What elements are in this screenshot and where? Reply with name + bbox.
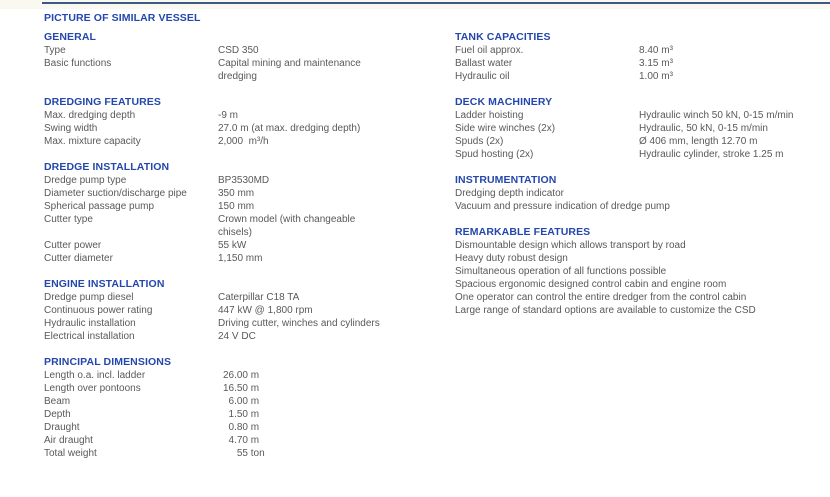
section-heading: GENERAL xyxy=(44,31,97,43)
spec-row xyxy=(44,369,390,382)
spec-label: Type xyxy=(44,45,66,56)
page-title: PICTURE OF SIMILAR VESSEL xyxy=(44,12,201,24)
spec-value: 24 V DC xyxy=(218,331,256,342)
spec-row xyxy=(44,291,390,304)
spec-label: Spud hosting (2x) xyxy=(455,149,534,160)
spec-section xyxy=(44,356,390,460)
spec-value: Hydraulic winch 50 kN, 0-15 m/min xyxy=(639,110,794,121)
spec-row xyxy=(44,239,390,252)
spec-right-column xyxy=(455,31,830,330)
spec-label: Dredge pump diesel xyxy=(44,292,134,303)
feature-line: Large range of standard options are available to customize the CSD xyxy=(455,305,756,316)
spec-section xyxy=(455,31,830,83)
spec-label: Fuel oil approx. xyxy=(455,45,524,56)
spec-label: Cutter power xyxy=(44,240,102,251)
spec-row xyxy=(44,109,390,122)
section-heading: DREDGING FEATURES xyxy=(44,96,162,108)
spec-value: 447 kW @ 1,800 rpm xyxy=(218,305,313,316)
spec-value xyxy=(218,434,384,447)
dimension-unit: m xyxy=(248,422,260,433)
spec-value: 150 mm xyxy=(218,201,255,212)
spec-label: Ballast water xyxy=(455,58,513,69)
spec-value: 8.40 m³ xyxy=(639,45,673,56)
spec-row xyxy=(455,148,830,161)
spec-label: Max. mixture capacity xyxy=(44,136,141,147)
spec-section xyxy=(455,96,830,161)
section-heading: PRINCIPAL DIMENSIONS xyxy=(44,356,172,368)
section-heading: INSTRUMENTATION xyxy=(455,174,557,186)
spec-row xyxy=(44,330,390,343)
dimension-number: 4.70 xyxy=(228,435,248,446)
section-heading: DECK MACHINERY xyxy=(455,96,553,108)
feature-line: Heavy duty robust design xyxy=(455,253,568,264)
spec-label: Swing width xyxy=(44,123,98,134)
spec-label: Air draught xyxy=(44,435,93,446)
dimension-number: 1.50 xyxy=(228,409,248,420)
feature-line: Dismountable design which allows transport by road xyxy=(455,240,686,251)
spec-value xyxy=(218,395,384,408)
spec-value: 350 mm xyxy=(218,188,255,199)
dimension-unit: m xyxy=(248,370,260,381)
section-heading: REMARKABLE FEATURES xyxy=(455,226,591,238)
spec-row xyxy=(44,44,390,57)
spec-label: Diameter suction/discharge pipe xyxy=(44,188,187,199)
spec-row xyxy=(455,109,830,122)
section-heading: DREDGE INSTALLATION xyxy=(44,161,170,173)
spec-row xyxy=(44,317,390,330)
feature-line: Spacious ergonomic designed control cabin and engine room xyxy=(455,279,727,290)
spec-row xyxy=(44,135,390,148)
spec-section xyxy=(44,278,390,343)
spec-label: Electrical installation xyxy=(44,331,135,342)
spec-value: 1.00 m³ xyxy=(639,71,673,82)
spec-section xyxy=(44,31,390,83)
spec-left-column xyxy=(44,31,390,473)
spec-label: Max. dredging depth xyxy=(44,110,136,121)
spec-label: Ladder hoisting xyxy=(455,110,524,121)
spec-value: Caterpillar C18 TA xyxy=(218,292,300,303)
spec-label: Hydraulic oil xyxy=(455,71,510,82)
spec-value: Driving cutter, winches and cylinders xyxy=(218,318,380,329)
spec-row xyxy=(44,187,390,200)
spec-row xyxy=(44,122,390,135)
spec-value: Hydraulic cylinder, stroke 1.25 m xyxy=(639,149,784,160)
spec-label: Length over pontoons xyxy=(44,383,141,394)
spec-row xyxy=(44,434,390,447)
spec-value xyxy=(218,408,384,421)
spec-value: Hydraulic, 50 kN, 0-15 m/min xyxy=(639,123,768,134)
feature-line: Simultaneous operation of all functions possible xyxy=(455,266,667,277)
spec-label: Dredge pump type xyxy=(44,175,127,186)
spec-label: Depth xyxy=(44,409,71,420)
dimension-unit: ton xyxy=(248,448,265,459)
dimension-number: 55 xyxy=(236,448,248,459)
spec-row xyxy=(44,174,390,187)
spec-row xyxy=(44,200,390,213)
spec-label: Cutter type xyxy=(44,214,93,225)
spec-label: Continuous power rating xyxy=(44,305,153,316)
spec-label: Hydraulic installation xyxy=(44,318,136,329)
feature-line: One operator can control the entire dredger from the control cabin xyxy=(455,292,747,303)
dimension-unit: m xyxy=(248,409,260,420)
dimension-number: 0.80 xyxy=(228,422,248,433)
spec-value: 1,150 mm xyxy=(218,253,263,264)
spec-value: -9 m xyxy=(218,110,238,121)
spec-label: Length o.a. incl. ladder xyxy=(44,370,146,381)
dimension-number: 6.00 xyxy=(228,396,248,407)
spec-label: Spuds (2x) xyxy=(455,136,504,147)
spec-row xyxy=(455,135,830,148)
dimension-unit: m xyxy=(248,435,260,446)
spec-row xyxy=(44,408,390,421)
spec-label: Spherical passage pump xyxy=(44,201,155,212)
dimension-number: 16.50 xyxy=(222,383,248,394)
spec-row xyxy=(44,304,390,317)
section-heading: ENGINE INSTALLATION xyxy=(44,278,165,290)
spec-label: Side wire winches (2x) xyxy=(455,123,556,134)
spec-row xyxy=(44,447,390,460)
spec-value: Crown model (with changeable chisels) xyxy=(218,214,359,238)
top-rule-divider xyxy=(42,2,830,4)
spec-value: CSD 350 xyxy=(218,45,259,56)
spec-value: 2,000 m³/h xyxy=(218,136,269,147)
spec-row xyxy=(455,122,830,135)
dimension-unit: m xyxy=(248,383,260,394)
dimension-number: 26.00 xyxy=(222,370,248,381)
feature-line: Dredging depth indicator xyxy=(455,188,564,199)
spec-label: Draught xyxy=(44,422,80,433)
spec-label: Cutter diameter xyxy=(44,253,113,264)
spec-section xyxy=(455,226,830,317)
spec-value: BP3530MD xyxy=(218,175,270,186)
spec-value xyxy=(218,447,384,460)
spec-row xyxy=(44,382,390,395)
spec-section xyxy=(44,161,390,265)
spec-row xyxy=(44,213,390,239)
spec-value xyxy=(218,421,384,434)
spec-row xyxy=(44,421,390,434)
spec-value xyxy=(218,369,384,382)
spec-value: 3.15 m³ xyxy=(639,58,673,69)
spec-row xyxy=(455,70,830,83)
spec-row xyxy=(44,252,390,265)
spec-row xyxy=(44,57,390,83)
spec-value: 55 kW xyxy=(218,240,247,251)
feature-line: Vacuum and pressure indication of dredge pump xyxy=(455,201,670,212)
spec-section xyxy=(455,174,830,213)
spec-label: Total weight xyxy=(44,448,97,459)
spec-row xyxy=(455,57,830,70)
spec-section xyxy=(44,96,390,148)
spec-row xyxy=(455,44,830,57)
spec-value: Ø 406 mm, length 12.70 m xyxy=(639,136,758,147)
dimension-unit: m xyxy=(248,396,260,407)
spec-row xyxy=(44,395,390,408)
spec-value: 27.0 m (at max. dredging depth) xyxy=(218,123,361,134)
spec-value: Capital mining and maintenance dredging xyxy=(218,58,364,82)
spec-value xyxy=(218,382,384,395)
spec-label: Beam xyxy=(44,396,71,407)
spec-label: Basic functions xyxy=(44,58,112,69)
section-heading: TANK CAPACITIES xyxy=(455,31,551,43)
